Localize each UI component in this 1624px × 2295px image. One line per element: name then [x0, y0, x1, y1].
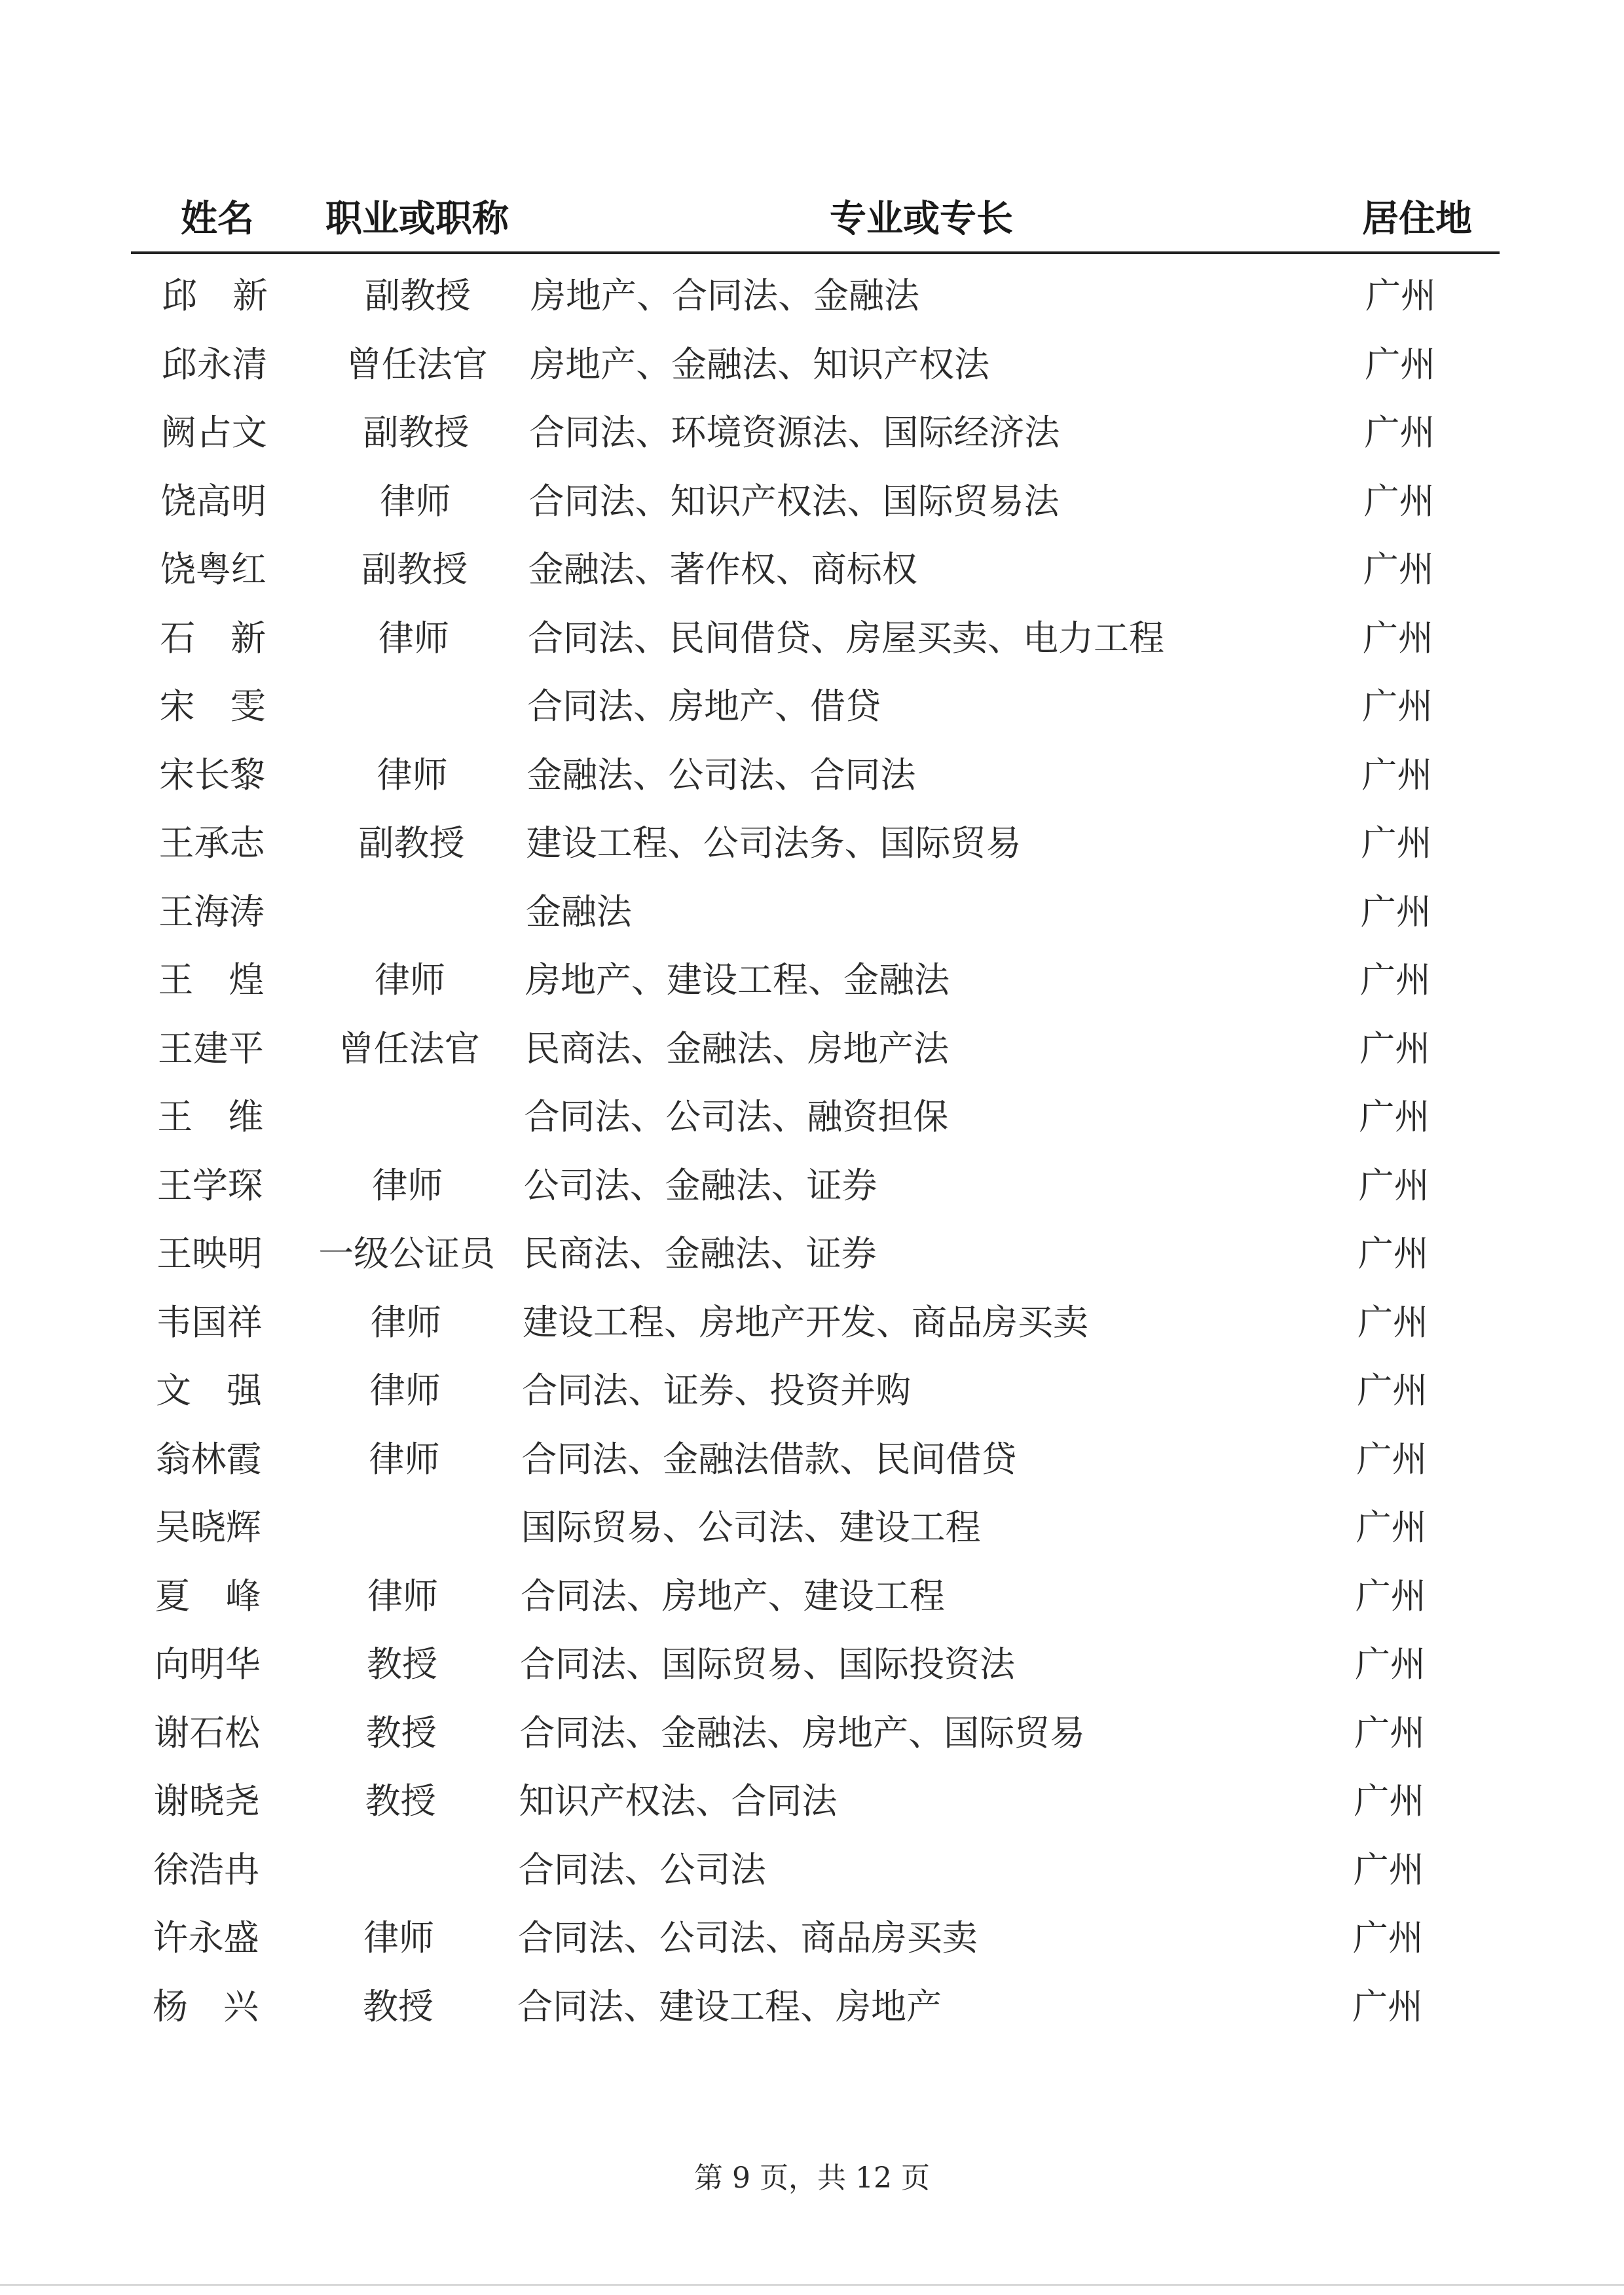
cell-specialty: 合同法、公司法 — [518, 1848, 766, 1890]
cell-name: 阙占文 — [160, 412, 267, 453]
cell-name: 宋 雯 — [159, 686, 266, 727]
cell-title: 曾任法官 — [346, 343, 488, 385]
header-title: 职业或职称 — [325, 198, 509, 240]
cell-name: 徐浩冉 — [153, 1848, 260, 1890]
cell-title: 副教授 — [361, 549, 468, 590]
cell-location: 广州 — [1357, 1301, 1428, 1343]
cell-title: 副教授 — [365, 275, 471, 316]
cell-specialty: 民商法、金融法、证券 — [523, 1233, 877, 1274]
cell-specialty: 合同法、房地产、建设工程 — [520, 1575, 945, 1617]
table-header — [131, 190, 1500, 249]
table-row — [0, 1289, 1624, 1357]
cell-name: 王海涛 — [158, 890, 265, 932]
cell-name: 王 维 — [157, 1096, 264, 1137]
cell-location: 广州 — [1362, 686, 1433, 727]
cell-location: 广州 — [1358, 1164, 1430, 1206]
table-row — [0, 1562, 1624, 1631]
cell-location: 广州 — [1363, 549, 1434, 590]
cell-specialty: 合同法、国际贸易、国际投资法 — [520, 1643, 1015, 1685]
cell-location: 广州 — [1365, 275, 1436, 316]
cell-location: 广州 — [1363, 617, 1433, 659]
cell-title: 律师 — [372, 1164, 443, 1206]
header-specialty: 专业或专长 — [830, 198, 1013, 240]
cell-name: 夏 峰 — [155, 1575, 261, 1617]
table-row — [0, 262, 1624, 331]
cell-name: 邱永清 — [161, 343, 268, 385]
cell-location: 广州 — [1365, 343, 1436, 385]
cell-specialty: 合同法、建设工程、房地产 — [517, 1985, 942, 2027]
table-row — [0, 1973, 1624, 2042]
cell-title: 律师 — [378, 617, 449, 659]
cell-name: 吴晓辉 — [155, 1507, 261, 1548]
cell-specialty: 合同法、房地产、借贷 — [527, 686, 881, 727]
cell-name: 饶粤红 — [160, 549, 267, 590]
table-row — [0, 1699, 1624, 1768]
cell-specialty: 合同法、金融法借款、民间借贷 — [521, 1438, 1017, 1480]
cell-specialty: 公司法、金融法、证券 — [523, 1164, 877, 1206]
cell-location: 广州 — [1359, 1096, 1430, 1137]
cell-title: 教授 — [365, 1780, 436, 1822]
cell-specialty: 国际贸易、公司法、建设工程 — [521, 1507, 981, 1548]
cell-name: 韦国祥 — [156, 1301, 263, 1343]
cell-specialty: 金融法、公司法、合同法 — [526, 754, 916, 796]
cell-location: 广州 — [1353, 1848, 1424, 1890]
cell-location: 广州 — [1356, 1507, 1427, 1548]
cell-name: 翁林霞 — [155, 1438, 262, 1480]
table-row — [0, 1904, 1624, 1973]
table-row — [0, 878, 1624, 947]
cell-name: 宋长黎 — [159, 754, 266, 796]
header-location: 居住地 — [1362, 198, 1472, 240]
cell-name: 王 煌 — [158, 959, 265, 1001]
cell-specialty: 房地产、合同法、金融法 — [530, 275, 919, 316]
cell-location: 广州 — [1361, 822, 1432, 864]
cell-title: 教授 — [367, 1643, 437, 1685]
cell-specialty: 合同法、民间借贷、房屋买卖、电力工程 — [528, 617, 1164, 659]
table-row — [0, 1220, 1624, 1289]
cell-name: 王映明 — [157, 1233, 263, 1274]
table-row — [0, 399, 1624, 468]
cell-name: 王承志 — [158, 822, 265, 864]
cell-location: 广州 — [1354, 1712, 1426, 1753]
cell-specialty: 民商法、金融法、房地产法 — [525, 1027, 950, 1069]
cell-name: 文 强 — [156, 1370, 263, 1411]
cell-specialty: 合同法、金融法、房地产、国际贸易 — [519, 1712, 1086, 1753]
cell-location: 广州 — [1357, 1233, 1429, 1274]
cell-specialty: 合同法、证券、投资并购 — [522, 1370, 912, 1411]
cell-location: 广州 — [1359, 1027, 1431, 1069]
table-row — [0, 468, 1624, 536]
cell-name: 饶高明 — [160, 480, 267, 522]
cell-title: 副教授 — [358, 822, 465, 864]
cell-title: 律师 — [375, 959, 445, 1001]
table-row — [0, 1083, 1624, 1152]
cell-location: 广州 — [1355, 1575, 1426, 1617]
cell-name: 谢石松 — [154, 1712, 261, 1753]
table-row — [0, 1357, 1624, 1425]
cell-location: 广州 — [1363, 480, 1435, 522]
cell-title: 律师 — [369, 1370, 441, 1411]
cell-title: 律师 — [380, 480, 451, 522]
cell-location: 广州 — [1364, 412, 1435, 453]
table-row — [0, 1767, 1624, 1836]
cell-name: 王学琛 — [157, 1164, 263, 1206]
cell-title: 律师 — [377, 754, 448, 796]
cell-location: 广州 — [1361, 754, 1433, 796]
table-row — [0, 1630, 1624, 1699]
cell-title: 律师 — [371, 1301, 441, 1343]
cell-specialty: 金融法、著作权、商标权 — [528, 549, 917, 590]
cell-location: 广州 — [1352, 1917, 1424, 1958]
cell-title: 教授 — [363, 1985, 434, 2027]
cell-location: 广州 — [1357, 1370, 1428, 1411]
cell-specialty: 房地产、金融法、知识产权法 — [530, 343, 990, 385]
table-row — [0, 1425, 1624, 1494]
cell-specialty: 建设工程、公司法务、国际贸易 — [526, 822, 1022, 864]
cell-location: 广州 — [1360, 959, 1431, 1001]
cell-specialty: 房地产、建设工程、金融法 — [525, 959, 950, 1001]
header-rule — [131, 251, 1500, 254]
cell-name: 谢晓尧 — [153, 1780, 260, 1822]
cell-name: 邱 新 — [162, 275, 268, 316]
cell-specialty: 合同法、公司法、融资担保 — [524, 1096, 949, 1137]
table-row — [0, 1494, 1624, 1562]
cell-location: 广州 — [1354, 1780, 1425, 1822]
table-row — [0, 809, 1624, 878]
cell-specialty: 建设工程、房地产开发、商品房买卖 — [523, 1301, 1088, 1343]
cell-specialty: 合同法、环境资源法、国际经济法 — [529, 412, 1060, 453]
cell-title: 一级公证员 — [318, 1233, 496, 1274]
cell-title: 副教授 — [363, 412, 470, 453]
cell-specialty: 知识产权法、合同法 — [519, 1780, 838, 1822]
cell-specialty: 金融法 — [525, 890, 632, 932]
cell-specialty: 合同法、公司法、商品房买卖 — [517, 1917, 978, 1958]
cell-name: 许永盛 — [153, 1917, 259, 1958]
table-row — [0, 1836, 1624, 1905]
cell-location: 广州 — [1360, 890, 1431, 932]
cell-title: 教授 — [365, 1712, 437, 1753]
cell-name: 向明华 — [154, 1643, 261, 1685]
table-row — [0, 331, 1624, 399]
cell-title: 曾任法官 — [338, 1027, 480, 1069]
table-row — [0, 672, 1624, 741]
cell-name: 杨 兴 — [153, 1985, 259, 2027]
table-row — [0, 536, 1624, 604]
cell-location: 广州 — [1356, 1438, 1428, 1480]
cell-title: 律师 — [367, 1575, 439, 1617]
cell-title: 律师 — [369, 1438, 440, 1480]
scan-edge-line — [0, 2284, 1624, 2286]
header-name: 姓名 — [181, 198, 254, 240]
cell-location: 广州 — [1355, 1643, 1426, 1685]
table-row — [0, 604, 1624, 673]
cell-name: 石 新 — [160, 617, 267, 659]
table-row — [0, 1152, 1624, 1221]
table-row — [0, 946, 1624, 1015]
cell-location: 广州 — [1352, 1985, 1423, 2027]
table-row — [0, 1015, 1624, 1084]
table-row — [0, 741, 1624, 810]
cell-specialty: 合同法、知识产权法、国际贸易法 — [528, 480, 1060, 522]
cell-title: 律师 — [363, 1917, 435, 1958]
cell-name: 王建平 — [157, 1027, 264, 1069]
page-number: 第 9 页，共 12 页 — [694, 2161, 930, 2195]
